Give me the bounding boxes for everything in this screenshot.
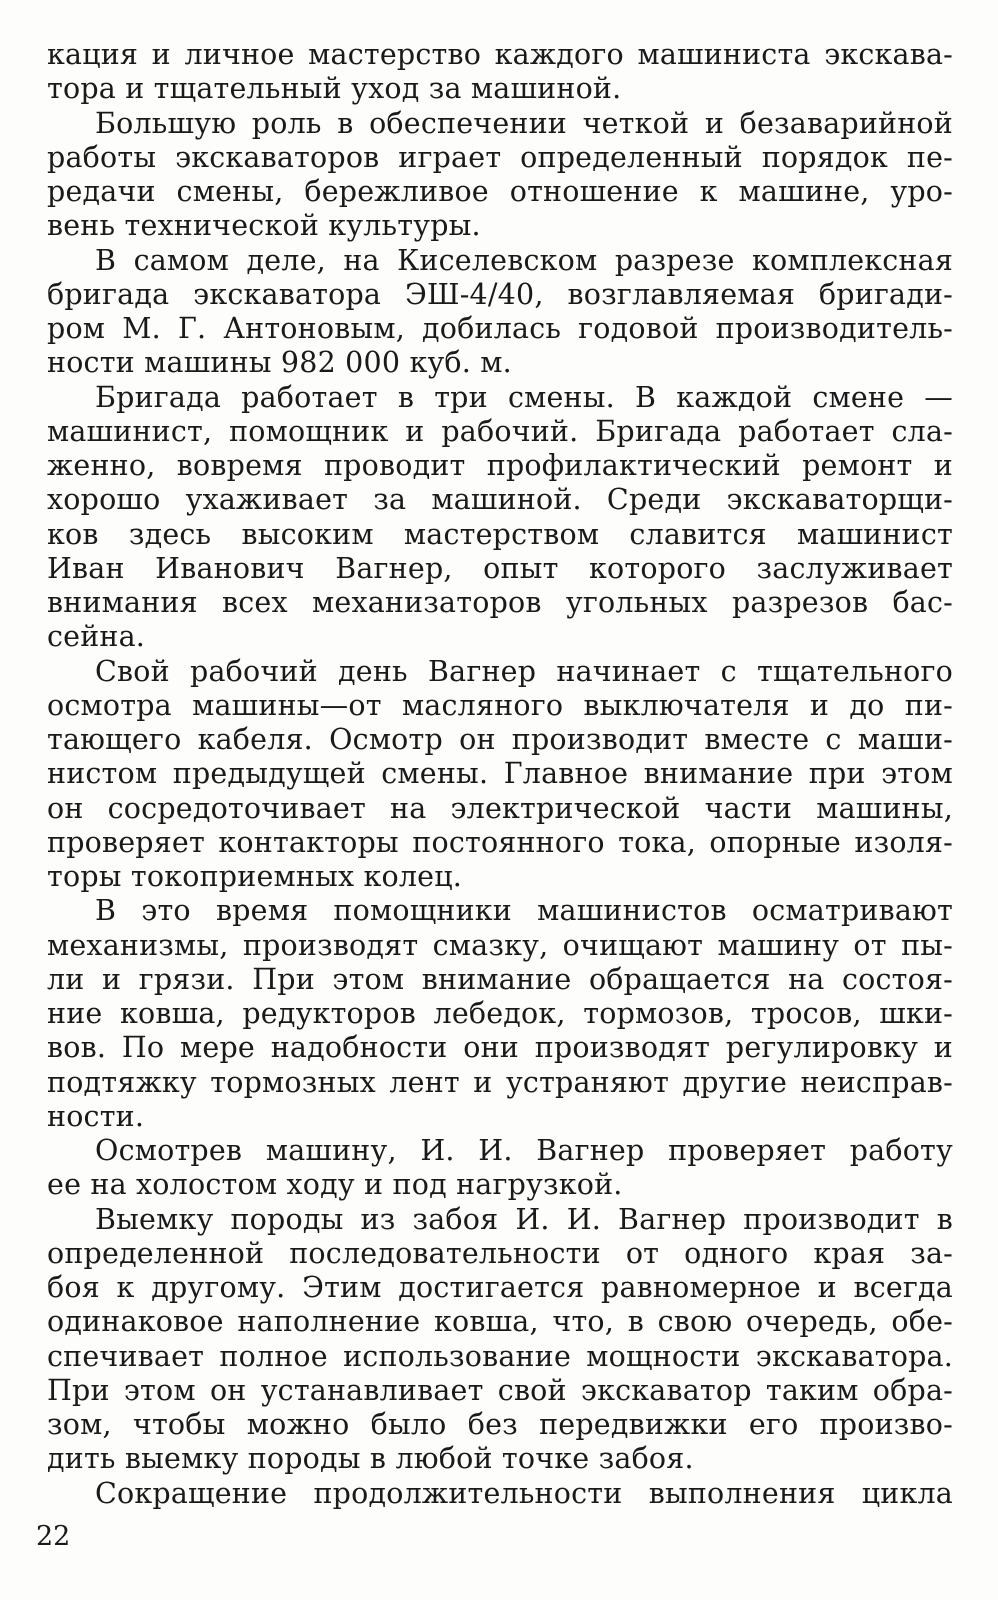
text-line: тора и тщательный уход за машиной.: [47, 72, 622, 106]
text-line: При этом он устанавливает свой экскаватор таким обра-: [47, 1373, 953, 1407]
text-line: ее на холостом ходу и под нагрузкой.: [47, 1168, 623, 1202]
text-line: хорошо ухаживает за машиной. Среди экскаваторщи-: [47, 483, 953, 517]
text-line: внимания всех механизаторов угольных разрезов бас-: [47, 586, 953, 619]
text-line: определенной последовательности от одного края за-: [47, 1236, 953, 1270]
text-line: Бригада работает в три смены. В каждой смене —: [95, 380, 953, 414]
text-line: редачи смены, бережливое отношение к машине, уро-: [47, 175, 953, 208]
text-line: ром М. Г. Антоновым, добилась годовой производитель-: [47, 312, 953, 345]
body-text: [47, 38, 953, 1511]
text-line: нистом предыдущей смены. Главное внимание при этом: [47, 757, 953, 791]
text-line: вов. По мере надобности они производят регулировку и: [47, 1031, 953, 1065]
text-line: В самом деле, на Киселевском разрезе комплексная: [95, 243, 953, 277]
text-line: Сокращение продолжительности выполнения цикла: [95, 1476, 953, 1510]
text-line: кация и личное мастерство каждого машиниста экскава-: [47, 38, 953, 71]
text-line: Большую роль в обеспечении четкой и безаварийной: [95, 106, 953, 140]
text-line: спечивает полное использование мощности экскаватора.: [47, 1339, 953, 1373]
text-line: Осмотрев машину, И. И. Вагнер проверяет работу: [95, 1134, 953, 1167]
text-line: Свой рабочий день Вагнер начинает с тщательного: [95, 654, 953, 688]
text-line: Выемку породы из забоя И. И. Вагнер производит в: [95, 1202, 953, 1236]
text-line: вень технической культуры.: [47, 209, 481, 243]
text-line: ков здесь высоким мастерством славится машинист: [47, 517, 953, 551]
text-line: дить выемку породы в любой точке забоя.: [47, 1442, 694, 1476]
text-line: зом, чтобы можно было без передвижки его произво-: [47, 1408, 953, 1441]
text-line: машинист, помощник и рабочий. Бригада работает сла-: [47, 414, 953, 448]
text-line: ли и грязи. При этом внимание обращается на состоя-: [47, 962, 953, 996]
page-number: 22: [36, 1521, 71, 1552]
text-line: он сосредоточивает на электрической части машины,: [47, 791, 953, 825]
text-line: боя к другому. Этим достигается равномерное и всегда: [47, 1271, 953, 1304]
text-line: ние ковша, редукторов лебедок, тормозов, тросов, шки-: [47, 997, 953, 1030]
text-line: осмотра машины—от масляного выключателя и до пи-: [47, 688, 953, 722]
text-line: ности машины 982 000 куб. м.: [47, 346, 512, 380]
text-line: сейна.: [47, 620, 146, 654]
text-line: торы токоприемных колец.: [47, 860, 463, 893]
text-line: тающего кабеля. Осмотр он производит вместе с маши-: [47, 723, 953, 756]
text-line: В это время помощники машинистов осматривают: [95, 894, 953, 928]
text-line: одинаковое наполнение ковша, что, в свою очередь, обе-: [47, 1305, 953, 1339]
text-line: подтяжку тормозных лент и устраняют другие неисправ-: [47, 1065, 953, 1099]
text-line: работы экскаваторов играет определенный порядок пе-: [47, 140, 953, 174]
text-line: Иван Иванович Вагнер, опыт которого заслуживает: [47, 551, 953, 585]
text-line: бригада экскаватора ЭШ-4/40, возглавляемая бригади-: [47, 277, 953, 311]
text-line: механизмы, производят смазку, очищают машину от пы-: [47, 928, 953, 962]
text-line: женно, вовремя проводит профилактический ремонт и: [47, 449, 953, 482]
text-line: проверяет контакторы постоянного тока, опорные изоля-: [47, 825, 953, 859]
text-line: ности.: [47, 1099, 145, 1133]
